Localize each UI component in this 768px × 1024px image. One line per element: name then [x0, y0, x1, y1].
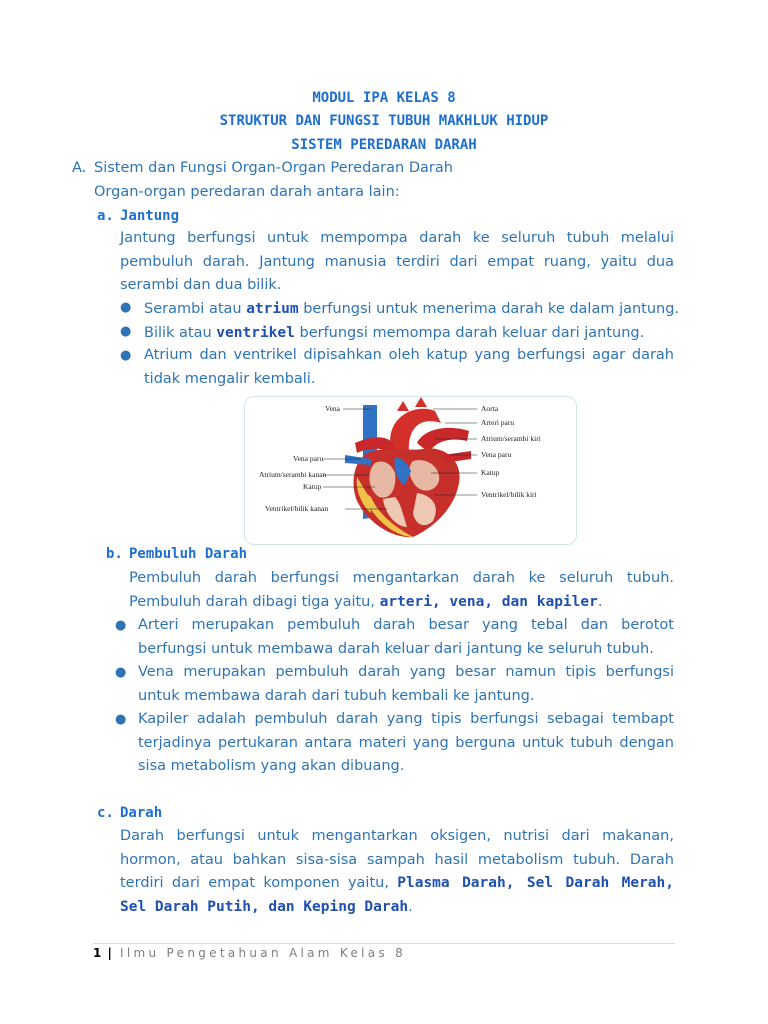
pembuluh-bullet-vena: Vena merupakan pembuluh darah yang besar namun tipis berfungsi untuk membawa darah dari tubuh kembali ke jantung.: [138, 664, 674, 704]
label-vena-paru-right: Vena paru: [481, 450, 512, 459]
label-atrium-kiri: Atrium/serambi kiri: [481, 434, 541, 443]
jantung-bullet-1: Serambi atau atrium berfungsi untuk menerima darah ke dalam jantung.: [144, 301, 680, 317]
topic-title: SISTEM PEREDARAN DARAH: [291, 137, 477, 153]
section-a-intro: Organ-organ peredaran darah antara lain:: [94, 184, 400, 200]
section-a-marker: A.: [72, 160, 87, 176]
heart-diagram: [244, 396, 577, 545]
label-katup-left: Katup: [303, 482, 322, 491]
pembuluh-paragraph: Pembuluh darah berfungsi mengantarkan darah ke seluruh tubuh. Pembuluh darah dibagi tiga yaitu, arteri, vena, dan kapiler.: [129, 570, 674, 610]
pembuluh-bullet-arteri: Arteri merupakan pembuluh darah besar yang tebal dan berotot berfungsi untuk membawa darah keluar dari jantung ke seluruh tubuh.: [138, 617, 674, 657]
page-footer: [93, 946, 406, 960]
label-vena: Vena: [325, 404, 340, 413]
jantung-bullet-3: Atrium dan ventrikel dipisahkan oleh katup yang berfungsi agar darah tidak mengalir kembali.: [144, 347, 674, 387]
label-vena-paru-left: Vena paru: [293, 454, 324, 463]
chapter-title: STRUKTUR DAN FUNGSI TUBUH MAKHLUK HIDUP: [219, 113, 549, 129]
bullet-icon: ●: [115, 665, 127, 680]
footer-text: Ilmu Pengetahuan Alam Kelas 8: [120, 946, 407, 960]
page-number: 1 |: [93, 946, 113, 960]
section-a-title: Sistem dan Fungsi Organ-Organ Peredaran Darah: [94, 160, 453, 176]
jantung-paragraph: Jantung berfungsi untuk mempompa darah ke seluruh tubuh melalui pembuluh darah. Jantung manusia terdiri dari empat ruang, yaitu dua serambi dan dua bilik.: [120, 230, 674, 293]
pembuluh-marker: b.: [106, 546, 123, 562]
jantung-heading: Jantung: [120, 208, 180, 224]
bullet-icon: ●: [120, 324, 132, 339]
darah-paragraph: Darah berfungsi untuk mengantarkan oksigen, nutrisi dari makanan, hormon, atau bahkan sisa-sisa sampah hasil metabolism tubuh. Darah terdiri dari empat komponen yaitu, Plasma Darah, Sel Darah Merah, Sel Darah Putih, dan Keping Darah.: [120, 828, 674, 915]
darah-heading: Darah: [120, 805, 163, 821]
bullet-icon: ●: [120, 348, 132, 363]
bullet-icon: ●: [115, 618, 127, 633]
jantung-marker: a.: [97, 208, 114, 224]
label-katup-right: Katup: [481, 468, 500, 477]
label-ventrikel-kanan: Ventrikel/bilik kanan: [265, 504, 329, 513]
jantung-bullet-2: Bilik atau ventrikel berfungsi memompa darah keluar dari jantung.: [144, 325, 645, 341]
bullet-icon: ●: [120, 300, 132, 315]
label-atrium-kanan: Atrium/serambi kanan: [259, 470, 327, 479]
label-arteri-paru: Arteri paru: [481, 418, 515, 427]
pembuluh-bullet-kapiler: Kapiler adalah pembuluh darah yang tipis berfungsi sebagai tembapt terjadinya pertukaran antara materi yang berguna untuk tubuh dengan sisa metabolism yang akan dibuang.: [138, 711, 674, 774]
label-ventrikel-kiri: Ventrikel/bilik kiri: [481, 490, 537, 499]
darah-marker: c.: [97, 805, 114, 821]
pembuluh-heading: Pembuluh Darah: [129, 546, 248, 562]
footer-divider: [93, 943, 675, 944]
label-aorta: Aorta: [481, 404, 499, 413]
module-title: MODUL IPA KELAS 8: [312, 90, 456, 106]
bullet-icon: ●: [115, 712, 127, 727]
